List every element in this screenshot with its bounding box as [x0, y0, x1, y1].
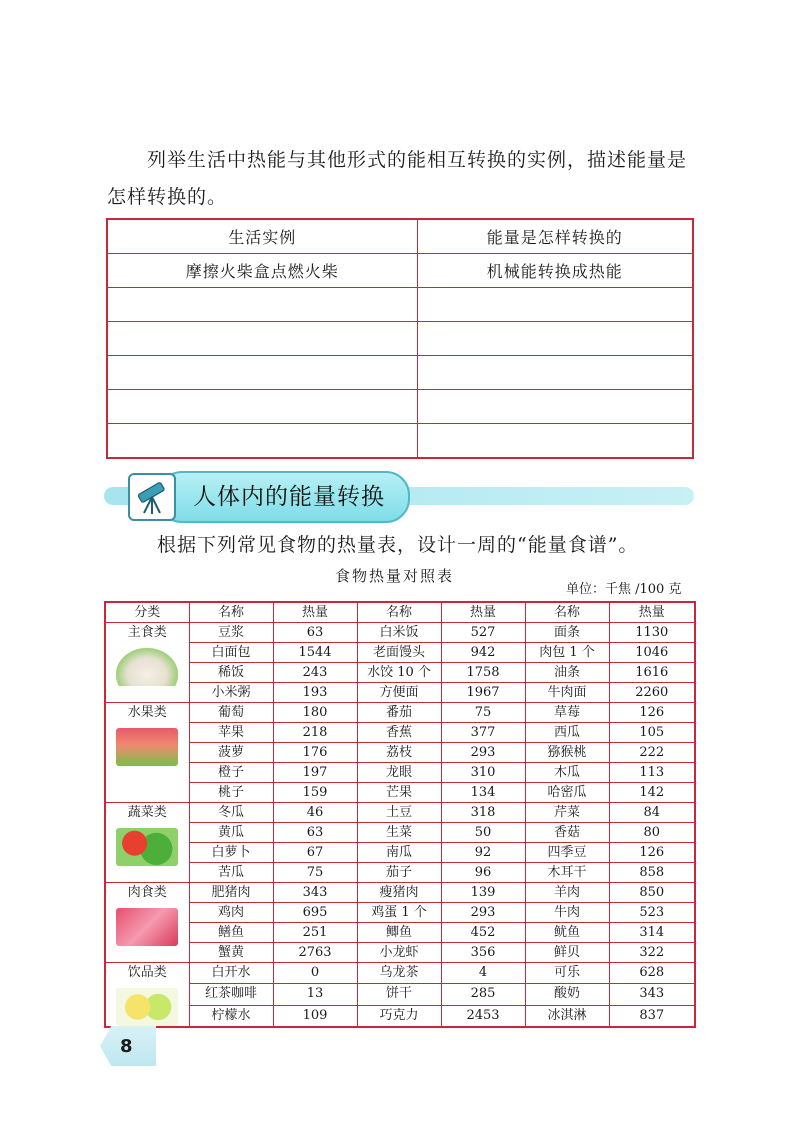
food-name-cell: 稀饭: [189, 663, 273, 683]
food-calorie-cell: 193: [273, 683, 357, 703]
food-calorie-cell: 92: [441, 843, 525, 863]
food-category-cell: [105, 803, 189, 883]
food-name-cell: 四季豆: [525, 843, 609, 863]
food-name-cell: 鲜贝: [525, 943, 609, 963]
food-calorie-cell: 2453: [441, 1005, 525, 1027]
food-name-cell: 柠檬水: [189, 1005, 273, 1027]
food-calorie-cell: 310: [441, 763, 525, 783]
food-name-cell: 鳝鱼: [189, 923, 273, 943]
food-row: [105, 643, 695, 663]
food-name-cell: 苹果: [189, 723, 273, 743]
food-category-image: [116, 728, 178, 766]
food-calorie-cell: 285: [441, 984, 525, 1005]
food-header-cell: 名称: [189, 602, 273, 623]
food-header-row: [105, 602, 695, 623]
food-row: [105, 763, 695, 783]
activity-blank-cell[interactable]: [107, 424, 417, 459]
food-row: [105, 923, 695, 943]
food-name-cell: 水饺 10 个: [357, 663, 441, 683]
food-row: [105, 843, 695, 863]
activity-blank-cell[interactable]: [417, 424, 693, 459]
activity-header-cell: 生活实例: [107, 219, 417, 254]
food-calorie-cell: 218: [273, 723, 357, 743]
food-category-label: 饮品类: [127, 965, 167, 980]
food-calorie-cell: 2260: [609, 683, 695, 703]
food-header-cell: 热量: [441, 602, 525, 623]
activity-blank-row[interactable]: [107, 356, 693, 390]
food-name-cell: 羊肉: [525, 883, 609, 903]
food-name-cell: 油条: [525, 663, 609, 683]
food-name-cell: 鱿鱼: [525, 923, 609, 943]
food-name-cell: 牛肉: [525, 903, 609, 923]
food-calorie-cell: 293: [441, 903, 525, 923]
food-calorie-cell: 1046: [609, 643, 695, 663]
food-calorie-cell: 527: [441, 623, 525, 643]
food-category-cell: [105, 703, 189, 803]
food-calorie-cell: 314: [609, 923, 695, 943]
food-calorie-cell: 318: [441, 803, 525, 823]
activity-header-cell: 能量是怎样转换的: [417, 219, 693, 254]
food-name-cell: 桃子: [189, 783, 273, 803]
food-calorie-cell: 1544: [273, 643, 357, 663]
food-calorie-cell: 142: [609, 783, 695, 803]
activity-blank-cell[interactable]: [107, 322, 417, 356]
food-category-label: 水果类: [127, 705, 167, 720]
activity-blank-row[interactable]: [107, 424, 693, 459]
food-row: [105, 703, 695, 723]
food-category-cell: [105, 883, 189, 963]
food-name-cell: 土豆: [357, 803, 441, 823]
food-calorie-cell: 523: [609, 903, 695, 923]
food-calorie-cell: 63: [273, 623, 357, 643]
food-name-cell: 瘦猪肉: [357, 883, 441, 903]
food-category-image: [116, 648, 178, 686]
food-calorie-cell: 126: [609, 703, 695, 723]
food-name-cell: 香蕉: [357, 723, 441, 743]
food-name-cell: 酸奶: [525, 984, 609, 1005]
food-name-cell: 面条: [525, 623, 609, 643]
food-calorie-cell: 251: [273, 923, 357, 943]
food-calorie-cell: 105: [609, 723, 695, 743]
food-row: [105, 1005, 695, 1027]
food-row: [105, 683, 695, 703]
activity-blank-row[interactable]: [107, 322, 693, 356]
food-name-cell: 肉包 1 个: [525, 643, 609, 663]
food-name-cell: 苦瓜: [189, 863, 273, 883]
activity-cell: 摩擦火柴盒点燃火柴: [107, 254, 417, 288]
food-name-cell: 猕猴桃: [525, 743, 609, 763]
food-row: [105, 823, 695, 843]
food-calorie-table: [104, 601, 696, 1028]
activity-blank-row[interactable]: [107, 288, 693, 322]
food-calorie-cell: 2763: [273, 943, 357, 963]
food-header-cell: 分类: [105, 602, 189, 623]
food-header-cell: 热量: [609, 602, 695, 623]
food-name-cell: 巧克力: [357, 1005, 441, 1027]
food-calorie-cell: 377: [441, 723, 525, 743]
food-name-cell: 番茄: [357, 703, 441, 723]
food-name-cell: 白面包: [189, 643, 273, 663]
food-calorie-cell: 180: [273, 703, 357, 723]
food-calorie-cell: 63: [273, 823, 357, 843]
activity-blank-cell[interactable]: [107, 288, 417, 322]
activity-blank-cell[interactable]: [417, 322, 693, 356]
food-name-cell: 红茶咖啡: [189, 984, 273, 1005]
food-header-cell: 名称: [357, 602, 441, 623]
food-calorie-cell: 837: [609, 1005, 695, 1027]
food-name-cell: 西瓜: [525, 723, 609, 743]
activity-blank-cell[interactable]: [417, 288, 693, 322]
food-name-cell: 生菜: [357, 823, 441, 843]
food-header-cell: 热量: [273, 602, 357, 623]
food-calorie-cell: 96: [441, 863, 525, 883]
food-calorie-cell: 243: [273, 663, 357, 683]
food-name-cell: 牛肉面: [525, 683, 609, 703]
activity-blank-row[interactable]: [107, 390, 693, 424]
food-row: [105, 943, 695, 963]
food-name-cell: 木瓜: [525, 763, 609, 783]
food-name-cell: 龙眼: [357, 763, 441, 783]
food-name-cell: 鸡肉: [189, 903, 273, 923]
food-calorie-cell: 197: [273, 763, 357, 783]
food-calorie-cell: 67: [273, 843, 357, 863]
food-calorie-cell: 356: [441, 943, 525, 963]
food-category-label: 主食类: [127, 625, 167, 640]
food-name-cell: 葡萄: [189, 703, 273, 723]
food-row: [105, 743, 695, 763]
food-calorie-cell: 109: [273, 1005, 357, 1027]
food-name-cell: 南瓜: [357, 843, 441, 863]
food-name-cell: 蟹黄: [189, 943, 273, 963]
food-calorie-cell: 222: [609, 743, 695, 763]
food-name-cell: 木耳干: [525, 863, 609, 883]
page-number: 8: [120, 1036, 133, 1057]
food-calorie-cell: 1758: [441, 663, 525, 683]
activity-header-row: [107, 219, 693, 254]
food-name-cell: 茄子: [357, 863, 441, 883]
food-name-cell: 黄瓜: [189, 823, 273, 843]
food-name-cell: 肥猪肉: [189, 883, 273, 903]
telescope-icon: [128, 473, 176, 521]
food-row: [105, 863, 695, 883]
food-calorie-cell: 84: [609, 803, 695, 823]
intro-paragraph: [107, 142, 697, 216]
food-category-label: 蔬菜类: [127, 805, 167, 820]
food-calorie-cell: 1616: [609, 663, 695, 683]
food-calorie-cell: 0: [273, 963, 357, 984]
food-name-cell: 老面馒头: [357, 643, 441, 663]
food-calorie-cell: 1130: [609, 623, 695, 643]
food-calorie-cell: 46: [273, 803, 357, 823]
task-text: 根据下列常见食物的热量表，设计一周的“能量食谱”。: [157, 534, 639, 556]
food-calorie-cell: 628: [609, 963, 695, 984]
activity-row: [107, 254, 693, 288]
activity-cell: 机械能转换成热能: [417, 254, 693, 288]
food-name-cell: 白米饭: [357, 623, 441, 643]
food-name-cell: 菠萝: [189, 743, 273, 763]
food-name-cell: 白开水: [189, 963, 273, 984]
food-calorie-cell: 343: [273, 883, 357, 903]
food-calorie-cell: 176: [273, 743, 357, 763]
food-row: [105, 783, 695, 803]
food-calorie-cell: 134: [441, 783, 525, 803]
food-calorie-cell: 13: [273, 984, 357, 1005]
food-name-cell: 哈密瓜: [525, 783, 609, 803]
activity-blank-cell[interactable]: [417, 390, 693, 424]
food-name-cell: 豆浆: [189, 623, 273, 643]
food-row: [105, 723, 695, 743]
food-name-cell: 小龙虾: [357, 943, 441, 963]
food-name-cell: 鲫鱼: [357, 923, 441, 943]
food-row: [105, 883, 695, 903]
food-calorie-cell: 159: [273, 783, 357, 803]
food-calorie-cell: 1967: [441, 683, 525, 703]
food-row: [105, 963, 695, 984]
food-row: [105, 663, 695, 683]
food-header-cell: 名称: [525, 602, 609, 623]
food-name-cell: 可乐: [525, 963, 609, 984]
food-category-cell: [105, 963, 189, 1028]
food-calorie-cell: 858: [609, 863, 695, 883]
food-name-cell: 荔枝: [357, 743, 441, 763]
food-name-cell: 橙子: [189, 763, 273, 783]
food-calorie-cell: 942: [441, 643, 525, 663]
food-calorie-cell: 850: [609, 883, 695, 903]
intro-text: 列举生活中热能与其他形式的能相互转换的实例，描述能量是怎样转换的。: [107, 149, 688, 208]
activity-blank-cell[interactable]: [107, 356, 417, 390]
food-name-cell: 芒果: [357, 783, 441, 803]
food-name-cell: 香菇: [525, 823, 609, 843]
food-calorie-cell: 4: [441, 963, 525, 984]
food-row: [105, 623, 695, 643]
food-row: [105, 803, 695, 823]
food-row: [105, 984, 695, 1005]
food-name-cell: 方便面: [357, 683, 441, 703]
food-calorie-cell: 75: [441, 703, 525, 723]
food-calorie-cell: 452: [441, 923, 525, 943]
food-calorie-cell: 139: [441, 883, 525, 903]
food-name-cell: 冰淇淋: [525, 1005, 609, 1027]
food-calorie-cell: 113: [609, 763, 695, 783]
activity-blank-cell[interactable]: [417, 356, 693, 390]
food-name-cell: 芹菜: [525, 803, 609, 823]
food-calorie-cell: 322: [609, 943, 695, 963]
food-category-image: [116, 988, 178, 1026]
food-calorie-cell: 126: [609, 843, 695, 863]
food-category-cell: [105, 623, 189, 703]
food-name-cell: 白萝卜: [189, 843, 273, 863]
food-category-image: [116, 828, 178, 866]
food-calorie-cell: 343: [609, 984, 695, 1005]
energy-conversion-table: [106, 218, 694, 459]
food-name-cell: 鸡蛋 1 个: [357, 903, 441, 923]
food-category-image: [116, 908, 178, 946]
table-caption: 食物热量对照表: [335, 567, 455, 585]
food-name-cell: 饼干: [357, 984, 441, 1005]
food-name-cell: 小米粥: [189, 683, 273, 703]
food-name-cell: 乌龙茶: [357, 963, 441, 984]
food-category-label: 肉食类: [127, 885, 167, 900]
section-title: 人体内的能量转换: [193, 484, 385, 510]
food-calorie-cell: 50: [441, 823, 525, 843]
food-calorie-cell: 80: [609, 823, 695, 843]
food-row: [105, 903, 695, 923]
food-calorie-cell: 695: [273, 903, 357, 923]
food-calorie-cell: 75: [273, 863, 357, 883]
food-name-cell: 草莓: [525, 703, 609, 723]
food-calorie-cell: 293: [441, 743, 525, 763]
activity-blank-cell[interactable]: [107, 390, 417, 424]
table-unit: 单位：千焦 /100 克: [566, 582, 682, 597]
food-name-cell: 冬瓜: [189, 803, 273, 823]
